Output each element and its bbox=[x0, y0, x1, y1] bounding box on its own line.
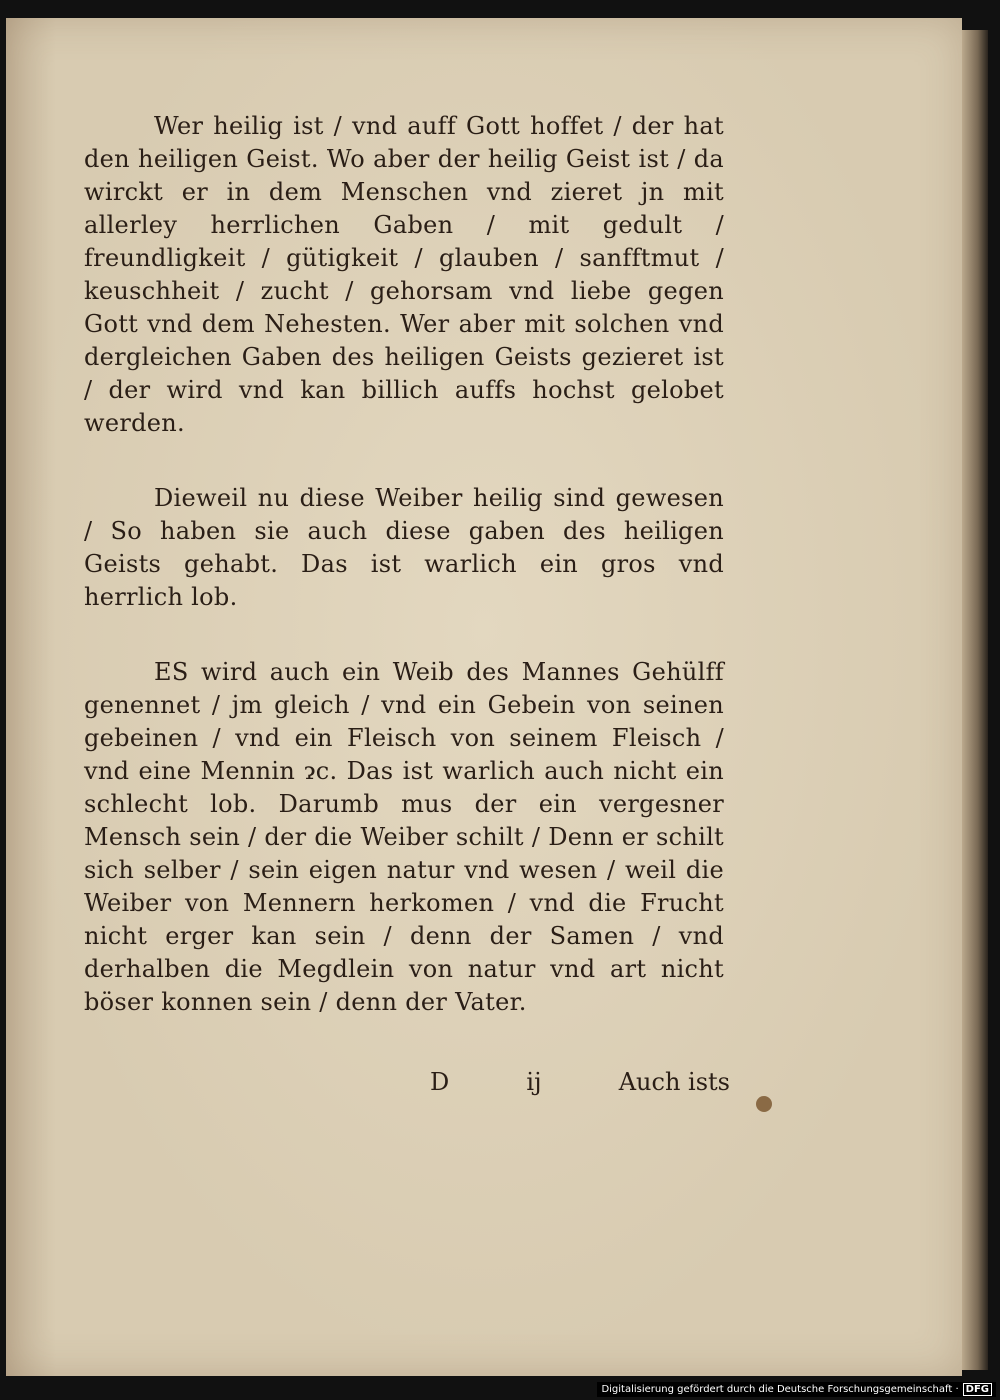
dfg-logo: DFG bbox=[963, 1383, 992, 1396]
page-edge bbox=[962, 30, 988, 1370]
credit-text: Digitalisierung gefördert durch die Deutsche Forschungsgemeinschaft · bbox=[601, 1384, 959, 1395]
paragraph-1: Wer heilig ist / vnd auff Gott hoffet / der hat den heiligen Geist. Wo aber der heilig Geist ist / da wirckt er in dem Menschen vnd zieret jn mit allerley herrlichen Gaben / mit gedult / freundligkeit / gütigkeit / glauben / sanfftmut / keuschheit / zucht / gehorsam vnd liebe gegen Gott vnd dem Nehesten. Wer aber mit solchen vnd dergleichen Gaben des heiligen Geists gezieret ist / der wird vnd kan billich auffs hochst gelobet werden. bbox=[84, 112, 724, 437]
catchword: Auch ists bbox=[618, 1068, 730, 1096]
signature-mark: D bbox=[430, 1068, 450, 1096]
digitization-credit bbox=[597, 1382, 996, 1397]
body-text bbox=[84, 110, 724, 1019]
ink-stain bbox=[756, 1096, 772, 1112]
signature-number: ij bbox=[526, 1068, 542, 1096]
paragraph-2: Dieweil nu diese Weiber heilig sind gewesen / So haben sie auch diese gaben des heiligen Geists gehabt. Das ist warlich ein gros vnd herrlich lob. bbox=[84, 484, 724, 611]
catchline bbox=[430, 1068, 730, 1096]
paragraph-3: ES wird auch ein Weib des Mannes Gehülff genennet / jm gleich / vnd ein Gebein von seinen gebeinen / vnd ein Fleisch von seinem Fleisch / vnd eine Mennin ɂc. Das ist warlich auch nicht ein schlecht lob. Darumb mus der ein vergesner Mensch sein / der die Weiber schilt / Denn er schilt sich selber / sein eigen natur vnd wesen / weil die Weiber von Mennern herkomen / vnd die Frucht nicht erger kan sein / denn der Samen / vnd derhalben die Megdlein von natur vnd art nicht böser konnen sein / denn der Vater. bbox=[84, 658, 724, 1016]
